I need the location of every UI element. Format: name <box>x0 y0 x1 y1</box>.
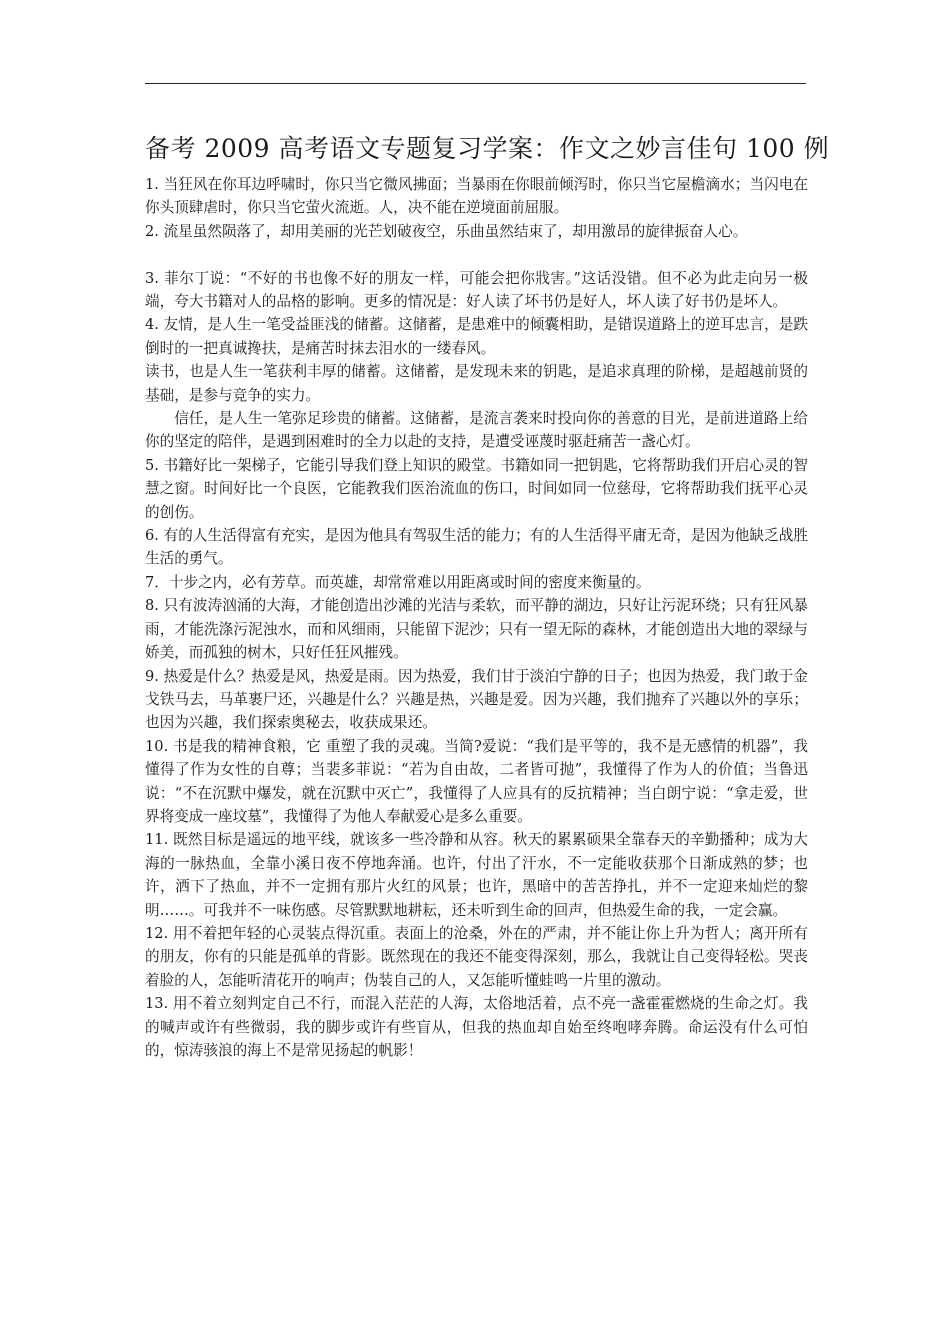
paragraph-1: 1. 当狂风在你耳边呼啸时，你只当它微风拂面；当暴雨在你眼前倾泻时，你只当它屋檐滴水；当闪电在你头顶肆虐时，你只当它萤火流逝。人，决不能在逆境面前屈服。 <box>145 176 808 217</box>
document-title: 备考 2009 高考语文专题复习学案：作文之妙言佳句 100 例 <box>145 134 830 163</box>
document-body <box>145 173 808 1062</box>
paragraph-2: 2. 流星虽然陨落了，却用美丽的光芒划破夜空，乐曲虽然结束了，却用激昂的旋律振奋人心。 <box>145 222 748 240</box>
header-rule <box>145 83 806 84</box>
paragraph-9: 9. 热爱是什么？热爱是风，热爱是雨。因为热爱，我们甘于淡泊宁静的日子；也因为热爱，我门敢于金戈铁马去，马革裹尸还，兴趣是什么？兴趣是热，兴趣是爱。因为兴趣，我们抛弃了兴趣以外的享乐；也因为兴趣，我们探索奥秘去，收获成果还。 <box>145 667 808 732</box>
paragraph-11: 11. 既然目标是遥远的地平线，就该多一些冷静和从容。秋天的累累硕果全靠春天的辛勤播种；成为大海的一脉热血，全靠小溪日夜不停地奔涌。也许，付出了汗水，不一定能收获那个日渐成熟的梦；也许，洒下了热血，并不一定拥有那片火红的风景；也许，黑暗中的苦苦挣扎，并不一定迎来灿烂的黎明……。可我并不一味伤感。尽管默默地耕耘，还未听到生命的回声，但热爱生命的我，一定会赢。 <box>145 831 808 919</box>
paragraph-4-reading: 读书，也是人生一笔获利丰厚的储蓄。这储蓄，是发现未来的钥匙，是追求真理的阶梯，是超越前贤的基础，是参与竞争的实力。 <box>145 363 808 404</box>
paragraph-6: 6. 有的人生活得富有充实，是因为他具有驾驭生活的能力；有的人生活得平庸无奇，是因为他缺乏战胜生活的勇气。 <box>145 527 808 568</box>
paragraph-10: 10. 书是我的精神食粮，它 重塑了我的灵魂。当简?爱说：“我们是平等的，我不是无感情的机器”，我懂得了作为女性的自尊；当裴多菲说：“若为自由故，二者皆可抛”，我懂得了作为人的价值；当鲁迅说：“不在沉默中爆发，就在沉默中灭亡”，我懂得了人应具有的反抗精神；当白朗宁说：“拿走爱，世界将变成一座坟墓”，我懂得了为他人奉献爱心是多么重要。 <box>145 737 808 825</box>
paragraph-12: 12. 用不着把年轻的心灵装点得沉重。表面上的沧桑，外在的严肃，并不能让你上升为哲人；离开所有的朋友，你有的只能是孤单的背影。既然现在的我还不能变得深刻，那么，我就让自己变得轻松。哭丧着脸的人，怎能听清花开的响声；伪装自己的人，又怎能听懂蛙鸣一片里的激动。 <box>145 924 808 989</box>
paragraph-4-trust: 信任，是人生一笔弥足珍贵的储蓄。这储蓄，是流言袭来时投向你的善意的目光，是前进道路上给你的坚定的陪伴，是遇到困难时的全力以赴的支持，是遭受诬蔑时驱赶痛苦一盏心灯。 <box>145 410 808 451</box>
paragraph-7: 7．十步之内，必有芳草。而英雄，却常常难以用距离或时间的密度来衡量的。 <box>145 573 651 591</box>
paragraph-5: 5. 书籍好比一架梯子，它能引导我们登上知识的殿堂。书籍如同一把钥匙，它将帮助我们开启心灵的智慧之窗。时间好比一个良医，它能教我们医治流血的伤口，时间如同一位慈母，它将帮助我们抚平心灵的创伤。 <box>145 456 808 521</box>
blank-line <box>145 243 808 266</box>
paragraph-8: 8. 只有波涛汹涌的大海，才能创造出沙滩的光洁与柔软，而平静的湖边，只好让污泥环绕；只有狂风暴雨，才能洗涤污泥浊水，而和风细雨，只能留下泥沙；只有一望无际的森林，才能创造出大地的翠绿与娇美，而孤独的树木，只好任狂风摧残。 <box>145 597 808 662</box>
paragraph-3: 3. 菲尔丁说：“不好的书也像不好的朋友一样，可能会把你戕害。”这话没错。但不必为此走向另一极端，夸大书籍对人的品格的影响。更多的情况是：好人读了坏书仍是好人，坏人读了好书仍是坏人。 <box>145 269 808 311</box>
paragraph-4: 4. 友情，是人生一笔受益匪浅的储蓄。这储蓄，是患难中的倾囊相助，是错误道路上的逆耳忠言，是跌倒时的一把真诚搀扶，是痛苦时抹去泪水的一缕春风。 <box>145 316 808 357</box>
paragraph-13: 13. 用不着立刻判定自己不行，而混入茫茫的人海，太俗地活着，点不亮一盏霍霍燃烧的生命之灯。我的喊声或许有些微弱，我的脚步或许有些盲从，但我的热血却自始至终咆哮奔腾。命运没有什么可怕的，惊涛骇浪的海上不是常见扬起的帆影！ <box>145 995 808 1060</box>
